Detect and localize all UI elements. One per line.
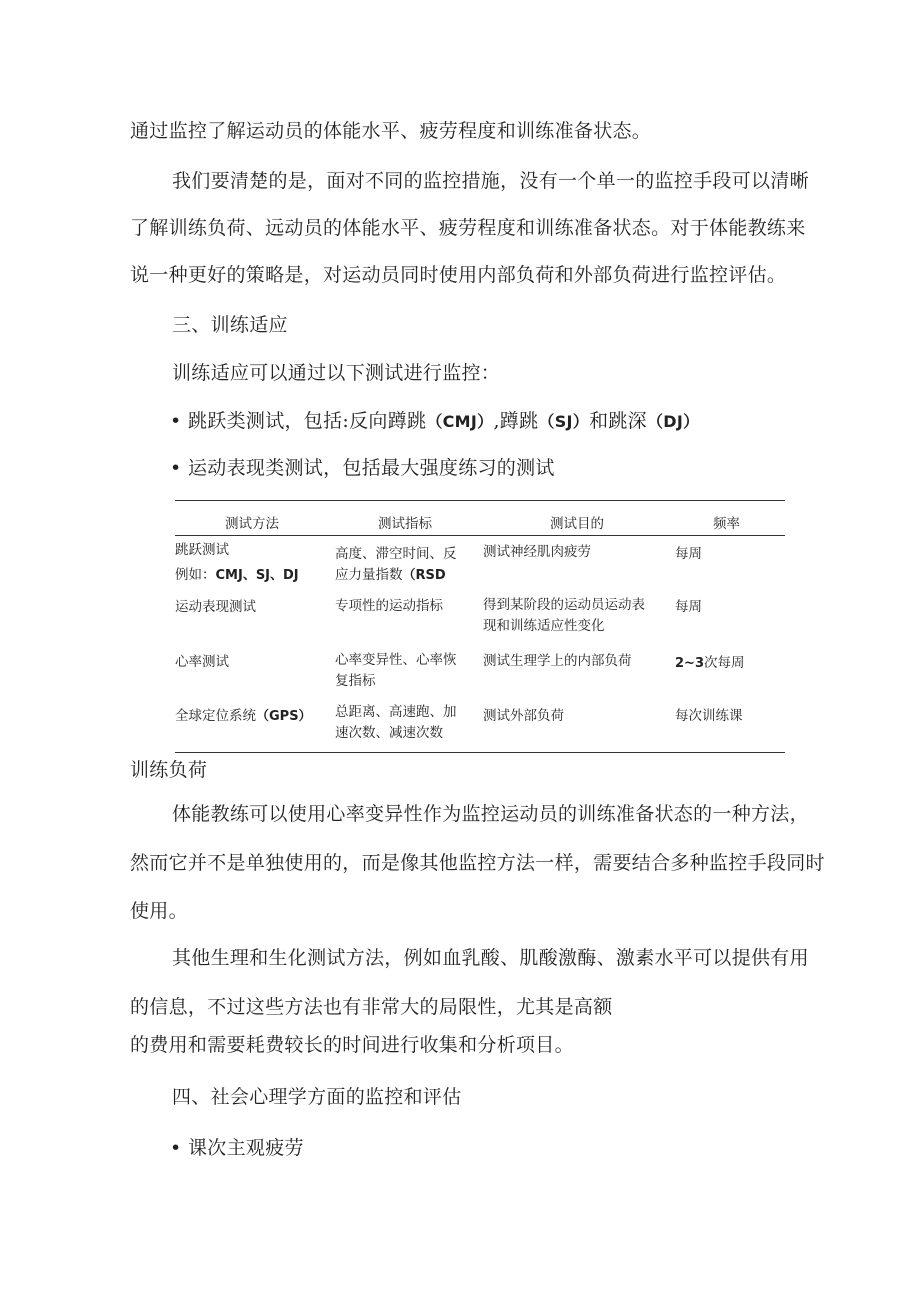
bullet-icon: • — [170, 1137, 182, 1159]
table-cell: 测试生理学上的内部负荷 — [483, 653, 632, 669]
bullet-text: 课次主观疲劳 — [188, 1137, 304, 1159]
bullet-icon: • — [170, 457, 182, 479]
monitoring-table — [175, 500, 785, 752]
section-heading: 三、训练适应 — [172, 314, 288, 336]
table-cell: 心率测试 — [175, 654, 229, 670]
paragraph-line: 其他生理和生化测试方法，例如血乳酸、肌酸激酶、激素水平可以提供有用 — [172, 947, 809, 969]
table-cell: 每周 — [675, 599, 702, 615]
bullet-item — [170, 1135, 304, 1161]
table-cell: 2~3次每周 — [675, 655, 745, 671]
table-header: 测试目的 — [550, 516, 604, 532]
bullet-text-bold: （CMJ） — [426, 412, 494, 431]
table-header: 频率 — [713, 516, 740, 532]
table-cell: 每次训练课 — [675, 708, 743, 724]
paragraph-line: 说一种更好的策略是，对运动员同时使用内部负荷和外部负荷进行监控评估。 — [130, 264, 787, 286]
bullet-text: ,蹲跳 — [493, 410, 539, 432]
bullet-text-bold: （SJ） — [538, 412, 590, 431]
paragraph-line: 了解训练负荷、远动员的体能水平、疲劳程度和训练准备状态。对于体能教练来 — [130, 217, 806, 239]
table-cell: 心率变异性、心率恢 — [335, 652, 457, 668]
paragraph-line: 的信息，不过这些方法也有非常大的局限性，尤其是高额 — [130, 996, 613, 1018]
table-cell: 总距离、高速跑、加 — [335, 704, 457, 720]
bullet-icon: • — [170, 410, 182, 432]
table-cell: 跳跃测试 — [175, 542, 229, 558]
paragraph-line: 我们要清楚的是，面对不同的监控措施，没有一个单一的监控手段可以清晰 — [172, 170, 809, 192]
table-cell: 速次数、减速次数 — [335, 725, 443, 741]
table-cell: 测试神经肌肉疲劳 — [483, 544, 591, 560]
section-heading: 四、社会心理学方面的监控和评估 — [172, 1086, 462, 1108]
table-header: 测试指标 — [378, 516, 432, 532]
paragraph-line: 使用。 — [130, 900, 188, 922]
table-cell: 得到某阶段的运动员运动表 — [483, 597, 645, 613]
table-cell: 现和训练适应性变化 — [483, 618, 605, 634]
bullet-text: 运动表现类测试，包括最大强度练习的测试 — [188, 457, 555, 479]
table-rule-header — [175, 535, 785, 536]
table-rule-top — [175, 500, 785, 501]
table-header: 测试方法 — [225, 516, 279, 532]
paragraph-line: 体能教练可以使用心率变异性作为监控运动员的训练准备状态的一种方法， — [172, 803, 809, 825]
table-cell: 应力量指数（RSD — [335, 567, 446, 583]
table-cell: 例如：CMJ、SJ、DJ — [175, 567, 299, 583]
table-cell: 运动表现测试 — [175, 599, 256, 615]
table-cell: 高度、滞空时间、反 — [335, 546, 457, 562]
paragraph-line: 通过监控了解运动员的体能水平、疲劳程度和训练准备状态。 — [130, 120, 652, 142]
bullet-item — [170, 455, 555, 481]
bullet-text-bold: （DJ） — [646, 412, 700, 431]
table-rule-bottom — [175, 752, 785, 753]
section-intro: 训练适应可以通过以下测试进行监控： — [172, 362, 501, 384]
table-cell: 复指标 — [335, 673, 376, 689]
table-cell: 测试外部负荷 — [483, 708, 564, 724]
bullet-item — [170, 408, 699, 435]
paragraph-line: 的费用和需要耗费较长的时间进行收集和分析项目。 — [130, 1034, 574, 1056]
paragraph-line: 然而它并不是单独使用的，而是像其他监控方法一样，需要结合多种监控手段同时 — [130, 852, 825, 874]
table-cell: 每周 — [675, 546, 702, 562]
table-cell: 专项性的运动指标 — [335, 598, 443, 614]
table-cell: 全球定位系统（GPS） — [175, 708, 312, 724]
bullet-text: 跳跃类测试，包括:反向蹲跳 — [188, 410, 427, 432]
section-heading: 训练负荷 — [130, 759, 208, 781]
bullet-text: 和跳深 — [589, 410, 647, 432]
